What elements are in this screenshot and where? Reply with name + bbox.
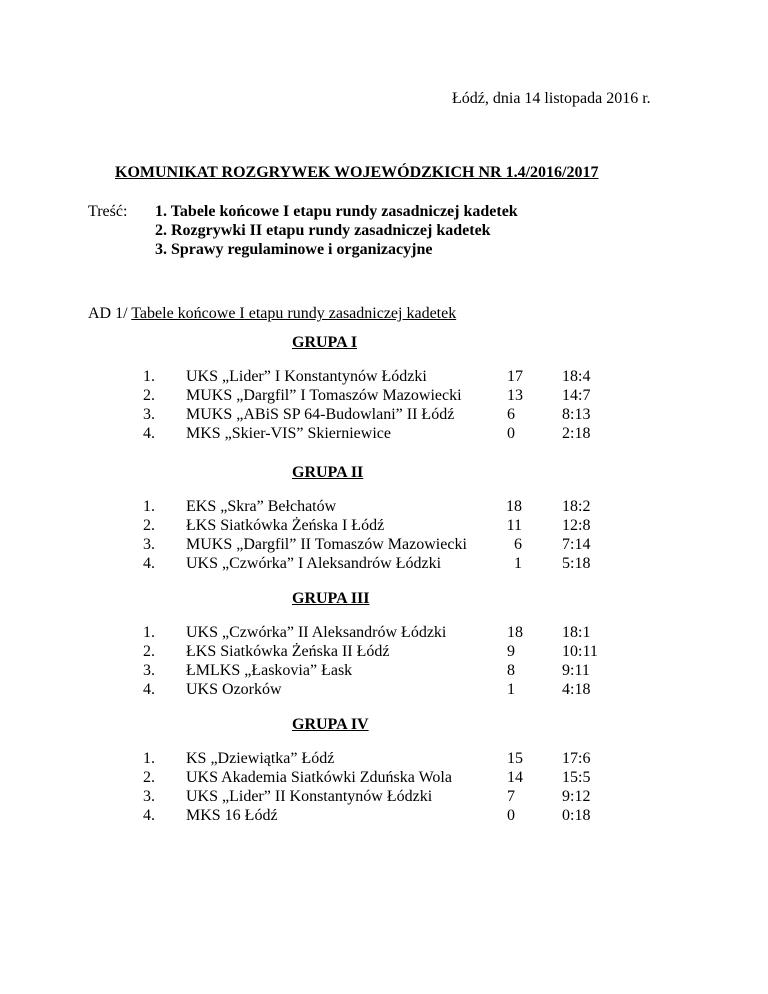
team-name: MUKS „ABiS SP 64-Budowlani” II Łódź	[186, 406, 455, 423]
table-row	[0, 643, 768, 662]
points: 13	[507, 387, 523, 404]
group-title: GRUPA IV	[292, 716, 369, 733]
table-row	[0, 406, 768, 425]
set-score: 9:12	[562, 788, 591, 805]
set-score: 9:11	[562, 662, 590, 679]
position: 1.	[143, 368, 155, 385]
position: 4.	[143, 681, 155, 698]
set-score: 18:4	[562, 368, 591, 385]
position: 1.	[143, 498, 155, 515]
table-row	[0, 750, 768, 769]
set-score: 2:18	[562, 425, 591, 442]
team-name: ŁKS Siatkówka Żeńska II Łódź	[186, 643, 390, 660]
points: 1	[514, 555, 522, 572]
points: 8	[507, 662, 515, 679]
set-score: 10:11	[562, 643, 598, 660]
position: 1.	[143, 624, 155, 641]
position: 3.	[143, 536, 155, 553]
team-name: MUKS „Dargfil” I Tomaszów Mazowiecki	[186, 387, 462, 404]
table-row	[0, 807, 768, 826]
points: 9	[507, 643, 515, 660]
section-ad1-heading	[88, 305, 456, 323]
table-row	[0, 555, 768, 574]
set-score: 12:8	[562, 517, 591, 534]
points: 11	[506, 517, 522, 534]
position: 1.	[143, 750, 155, 767]
table-row	[0, 536, 768, 555]
table-row	[0, 662, 768, 681]
set-score: 18:1	[562, 624, 591, 641]
team-name: ŁMLKS „Łaskovia” Łask	[186, 662, 353, 679]
points: 15	[507, 750, 523, 767]
contents-item: 2. Rozgrywki II etapu rundy zasadniczej kadetek	[155, 222, 491, 239]
table-row	[0, 387, 768, 406]
team-name: UKS Ozorków	[186, 681, 282, 698]
position: 3.	[143, 406, 155, 423]
team-name: MUKS „Dargfil” II Tomaszów Mazowiecki	[186, 536, 467, 553]
points: 6	[514, 536, 522, 553]
team-name: EKS „Skra” Bełchatów	[186, 498, 337, 515]
section-ad1-topic: Tabele końcowe I etapu rundy zasadniczej kadetek	[131, 305, 457, 322]
position: 2.	[143, 517, 155, 534]
set-score: 17:6	[562, 750, 591, 767]
contents-label: Treść:	[88, 203, 128, 220]
table-row	[0, 769, 768, 788]
points: 1	[507, 681, 515, 698]
position: 2.	[143, 769, 155, 786]
group-table	[0, 624, 768, 700]
points: 18	[506, 498, 522, 515]
group-table	[0, 368, 768, 444]
position: 2.	[143, 387, 155, 404]
table-row	[0, 624, 768, 643]
set-score: 18:2	[562, 498, 591, 515]
points: 18	[507, 624, 523, 641]
team-name: UKS Akademia Siatkówki Zduńska Wola	[186, 769, 452, 786]
set-score: 15:5	[562, 769, 591, 786]
group-title: GRUPA II	[292, 464, 364, 481]
table-row	[0, 498, 768, 517]
position: 3.	[143, 788, 155, 805]
points: 7	[507, 788, 515, 805]
team-name: UKS „Czwórka” II Aleksandrów Łódzki	[186, 624, 447, 641]
contents-item: 1. Tabele końcowe I etapu rundy zasadniczej kadetek	[155, 203, 518, 220]
table-row	[0, 517, 768, 536]
set-score: 5:18	[562, 555, 591, 572]
contents-item: 3. Sprawy regulaminowe i organizacyjne	[155, 241, 433, 258]
set-score: 4:18	[562, 681, 591, 698]
set-score: 8:13	[562, 406, 591, 423]
table-row	[0, 368, 768, 387]
set-score: 7:14	[562, 536, 591, 553]
team-name: MKS „Skier-VIS” Skierniewice	[186, 425, 391, 442]
contents-list	[155, 203, 518, 260]
points: 14	[507, 769, 523, 786]
group-table	[0, 498, 768, 574]
group-title: GRUPA I	[292, 334, 358, 351]
set-score: 0:18	[562, 807, 591, 824]
team-name: KS „Dziewiątka” Łódź	[186, 750, 335, 767]
set-score: 14:7	[562, 387, 591, 404]
team-name: ŁKS Siatkówka Żeńska I Łódź	[186, 517, 385, 534]
position: 2.	[143, 643, 155, 660]
group-table	[0, 750, 768, 826]
team-name: MKS 16 Łódź	[186, 807, 278, 824]
section-ad1-prefix: AD 1/	[88, 305, 132, 322]
team-name: UKS „Czwórka” I Aleksandrów Łódzki	[186, 555, 442, 572]
position: 4.	[143, 555, 155, 572]
position: 4.	[143, 425, 155, 442]
team-name: UKS „Lider” I Konstantynów Łódzki	[186, 368, 427, 385]
table-row	[0, 425, 768, 444]
table-row	[0, 788, 768, 807]
points: 0	[507, 425, 515, 442]
document-title: KOMUNIKAT ROZGRYWEK WOJEWÓDZKICH NR 1.4/2016/2017	[115, 164, 599, 181]
position: 4.	[143, 807, 155, 824]
table-row	[0, 681, 768, 700]
document-date: Łódź, dnia 14 listopada 2016 r.	[452, 90, 651, 107]
points: 17	[507, 368, 523, 385]
group-title: GRUPA III	[292, 590, 370, 607]
team-name: UKS „Lider” II Konstantynów Łódzki	[186, 788, 433, 805]
points: 0	[507, 807, 515, 824]
points: 6	[507, 406, 515, 423]
position: 3.	[143, 662, 155, 679]
